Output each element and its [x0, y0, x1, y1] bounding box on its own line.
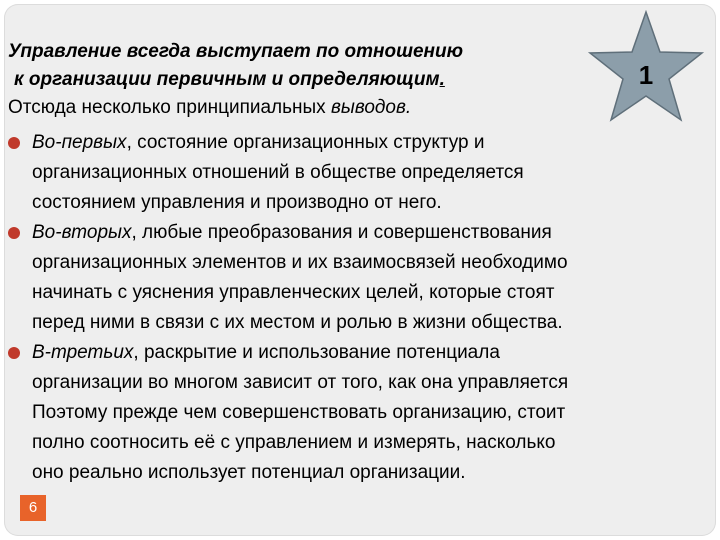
point-lead: Во-первых: [32, 132, 127, 153]
bullet-dot-icon: [8, 137, 20, 149]
intro-underlined-dot: .: [439, 69, 445, 90]
point-line: организационных элементов и их взаимосвязей необходимо: [32, 252, 568, 273]
main-text: [8, 38, 708, 488]
intro-text-1: Управление всегда выступает по отношению: [8, 41, 464, 62]
point-line: Поэтому прежде чем совершенствовать организацию, стоит: [32, 402, 566, 423]
bullet-dot-icon: [8, 347, 20, 359]
intro-line-2: [8, 66, 708, 94]
point-line: организационных отношений в обществе определяется: [32, 162, 524, 183]
point-line: оно реально использует потенциал организации.: [32, 462, 466, 483]
conclusion-prefix: Отсюда несколько принципиальных: [8, 97, 331, 118]
conclusions-list: [8, 128, 708, 488]
point-line: , состояние организационных структур и: [126, 132, 485, 153]
point-line: полно соотносить её с управлением и измерять, насколько: [32, 432, 556, 453]
point-line: начинать с уяснения управленческих целей, которые стоят: [32, 282, 555, 303]
intro-text-2: к организации первичным и определяющим: [14, 69, 440, 90]
point-lead: Во-вторых: [32, 222, 132, 243]
bullet-dot-icon: [8, 227, 20, 239]
list-item: [8, 218, 708, 338]
point-lead: В-третьих: [32, 342, 134, 363]
star-number: 1: [638, 60, 654, 90]
point-line: , любые преобразования и совершенствования: [131, 222, 552, 243]
conclusion-line: [8, 94, 708, 122]
intro-line-1: [8, 38, 708, 66]
point-line: организации во многом зависит от того, как она управляется: [32, 372, 569, 393]
point-line: состоянием управления и производно от него.: [32, 192, 442, 213]
point-line: , раскрытие и использование потенциала: [133, 342, 500, 363]
conclusion-italic: выводов.: [330, 97, 412, 118]
list-item: [8, 338, 708, 488]
point-line: перед ними в связи с их местом и ролью в жизни общества.: [32, 312, 563, 333]
page-number: 6: [20, 495, 46, 521]
list-item: [8, 128, 708, 218]
